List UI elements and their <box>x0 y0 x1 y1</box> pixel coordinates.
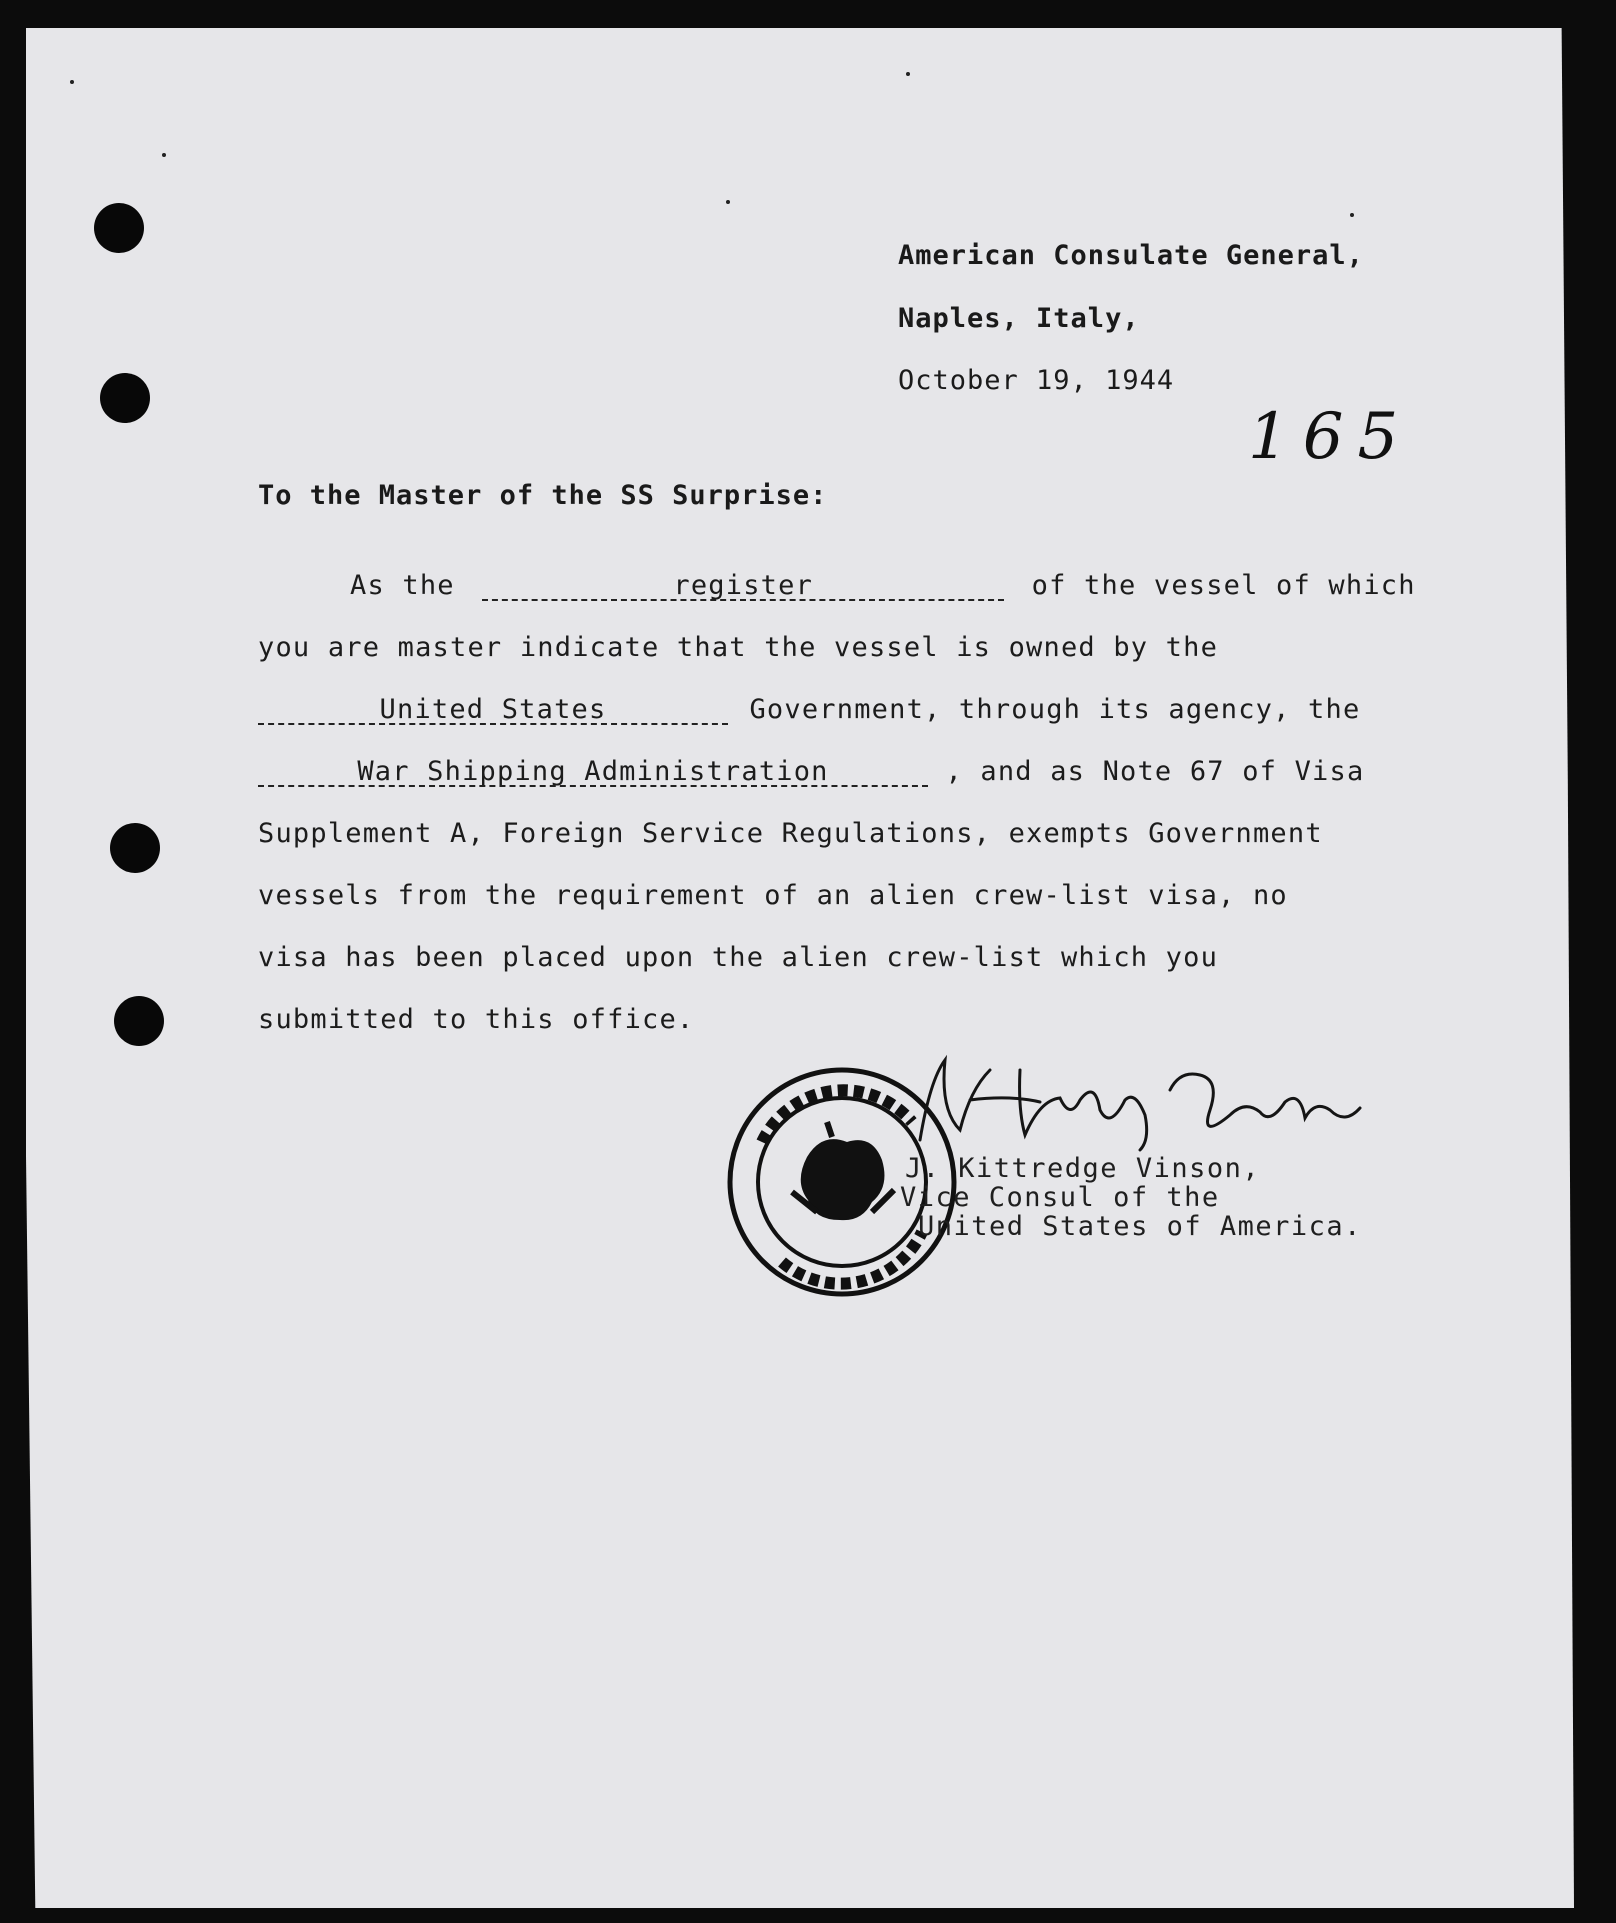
handwritten-signature <box>900 1040 1380 1160</box>
body-line-5: Supplement A, Foreign Service Regulations, exempts Government <box>258 818 1323 849</box>
speck <box>726 200 730 204</box>
body-text: of the vessel of which <box>1031 570 1416 601</box>
body-line-2: you are master indicate that the vessel is owned by the <box>258 632 1219 663</box>
owner-field: United States <box>258 697 728 725</box>
document-type-field: register <box>482 573 1004 601</box>
speck <box>70 80 74 84</box>
speck <box>1350 213 1354 217</box>
body-line-3 <box>258 694 1360 725</box>
body-text: As the <box>350 570 455 601</box>
salutation: To the Master of the SS Surprise: <box>258 480 828 511</box>
signer-name: J. Kittredge Vinson, <box>905 1153 1261 1184</box>
letter-date: October 19, 1944 <box>898 365 1175 396</box>
consulate-name: American Consulate General, <box>898 240 1364 271</box>
signer-title: Vice Consul of the <box>900 1182 1220 1213</box>
body-line-7: visa has been placed upon the alien crew-list which you <box>258 942 1219 973</box>
body-text: Government, through its agency, the <box>749 694 1361 725</box>
signer-country: United States of America. <box>918 1211 1362 1242</box>
punch-hole <box>110 823 160 873</box>
body-line-4 <box>258 756 1364 787</box>
body-text: , and as Note 67 of Visa <box>945 756 1365 787</box>
handwritten-file-number: 165 <box>1248 400 1413 474</box>
body-line-6: vessels from the requirement of an alien crew-list visa, no <box>258 880 1288 911</box>
punch-hole <box>100 373 150 423</box>
speck <box>162 153 166 157</box>
speck <box>906 72 910 76</box>
body-line-1 <box>350 570 1416 601</box>
punch-hole <box>94 203 144 253</box>
agency-field: War Shipping Administration <box>258 759 928 787</box>
punch-hole <box>114 996 164 1046</box>
body-line-8: submitted to this office. <box>258 1004 695 1035</box>
city-line: Naples, Italy, <box>898 303 1140 334</box>
